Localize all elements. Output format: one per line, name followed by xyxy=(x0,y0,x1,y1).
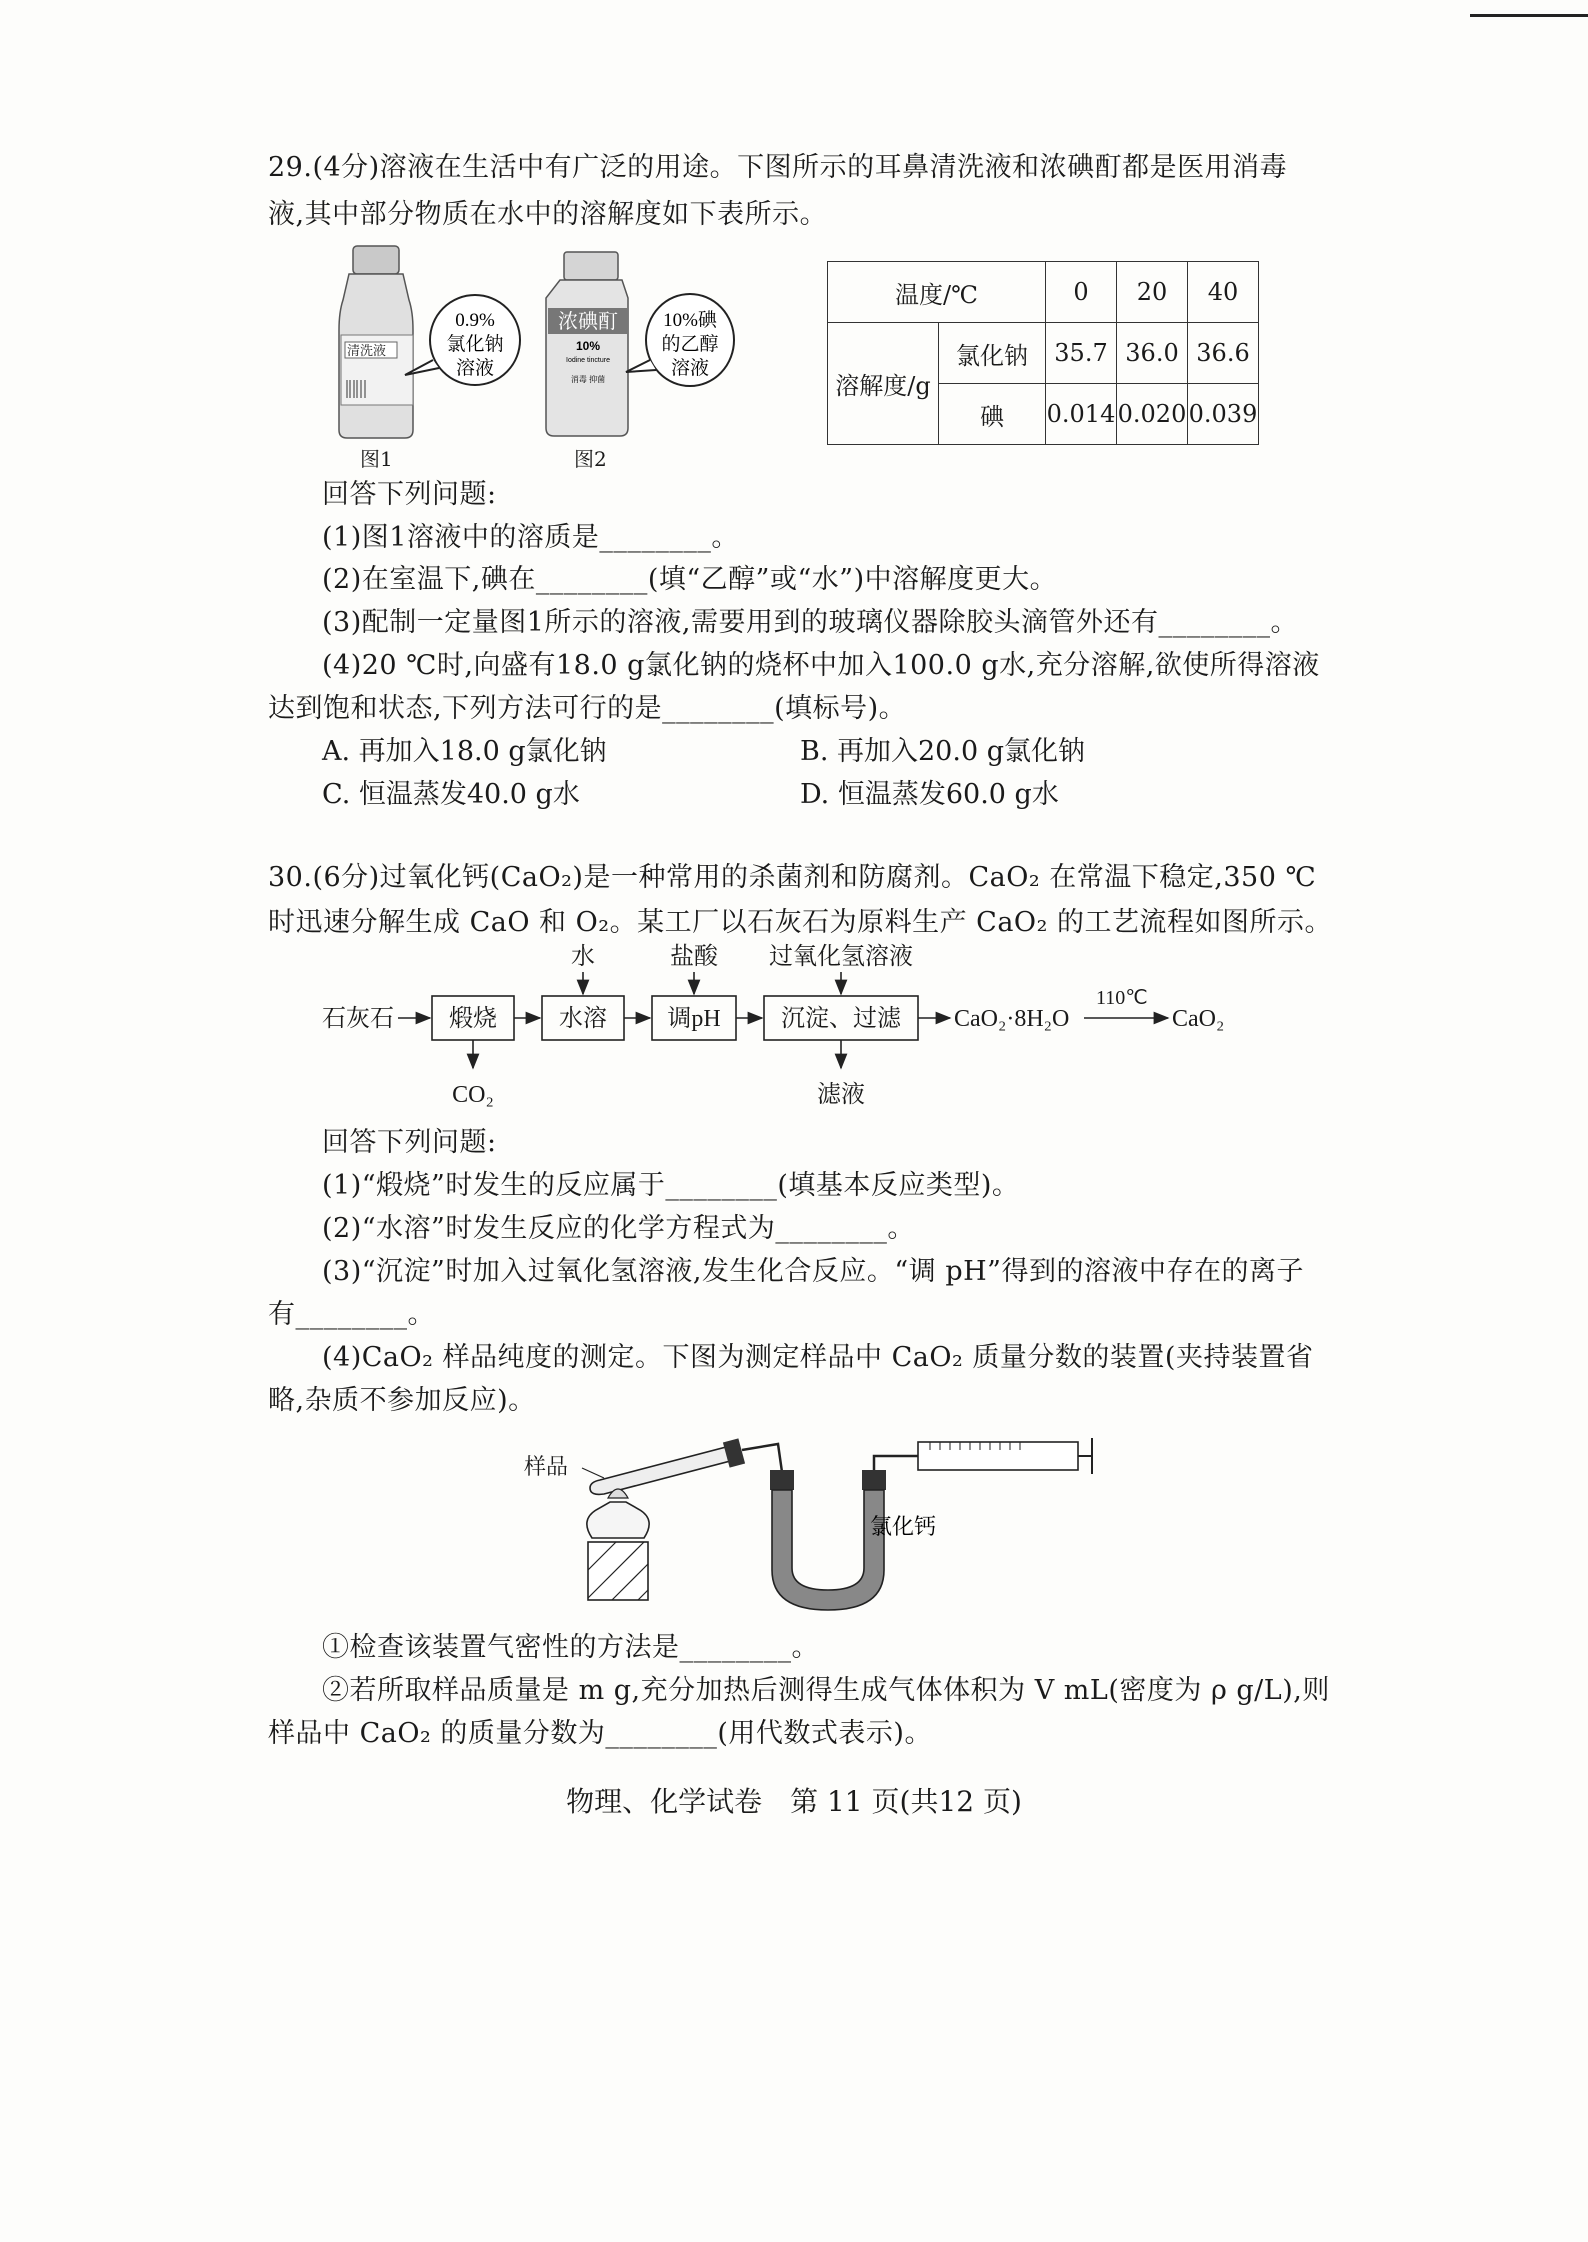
figure1-bottle-label: 清洗液 xyxy=(347,343,387,358)
flow-box2-label: 水溶 xyxy=(559,1006,607,1032)
figure1-bubble-line2: 氯化钠 xyxy=(446,334,504,355)
q29-intro: 回答下列问题: xyxy=(322,479,497,510)
q30-part4-line2: 略,杂质不参加反应)。 xyxy=(268,1385,536,1416)
table-temp-header: 温度/℃ xyxy=(828,262,1046,323)
flow-output-filtrate: 滤液 xyxy=(817,1082,865,1108)
figure1-bubble-line1: 0.9% xyxy=(455,310,495,331)
solubility-table xyxy=(827,261,1259,445)
q30-part3-line2: 有________。 xyxy=(268,1299,435,1330)
lamp-stand xyxy=(588,1542,648,1600)
table-cell: 36.0 xyxy=(1117,323,1188,384)
q30-intro: 回答下列问题: xyxy=(322,1127,497,1158)
q29-part4-line2: 达到饱和状态,下列方法可行的是________(填标号)。 xyxy=(268,693,907,724)
table-cell: 0.020 xyxy=(1117,384,1188,445)
q29-stem-line2: 液,其中部分物质在水中的溶解度如下表所示。 xyxy=(268,199,828,230)
table-temp-2: 40 xyxy=(1188,262,1259,323)
figure1-bubble-line3: 溶液 xyxy=(455,358,495,379)
apparatus-sample-label: 样品 xyxy=(524,1454,569,1479)
q30-subpart2-line2: 样品中 CaO₂ 的质量分数为________(用代数式表示)。 xyxy=(268,1718,932,1749)
u-tube xyxy=(772,1490,884,1610)
figure2-bottle-usage: 消毒 抑菌 xyxy=(570,375,606,384)
figure2-bottle-label: 浓碘酊 xyxy=(558,311,618,333)
q30-part1: (1)“煅烧”时发生的反应属于________(填基本反应类型)。 xyxy=(322,1170,1020,1201)
q29-part1: (1)图1溶液中的溶质是________。 xyxy=(322,522,739,553)
flow-box4-label: 沉淀、过滤 xyxy=(781,1006,901,1032)
flow-output-co2: CO₂ xyxy=(452,1082,494,1108)
table-row-name: 碘 xyxy=(939,384,1046,445)
figure2-bottle-english: Iodine tincture xyxy=(566,357,610,364)
q29-option-a: A. 再加入18.0 g氯化钠 xyxy=(322,736,607,767)
table-temp-1: 20 xyxy=(1117,262,1188,323)
alcohol-lamp xyxy=(587,1502,649,1538)
table-cell: 36.6 xyxy=(1188,323,1259,384)
q29-option-c: C. 恒温蒸发40.0 g水 xyxy=(322,779,580,810)
table-temp-0: 0 xyxy=(1046,262,1117,323)
figure2-bubble-line2: 的乙醇 xyxy=(661,334,719,355)
figure2-iodine-bottle xyxy=(540,250,740,440)
flow-input-acid: 盐酸 xyxy=(670,944,718,970)
q30-part4-line1: (4)CaO₂ 样品纯度的测定。下图为测定样品中 CaO₂ 质量分数的装置(夹持装置省 xyxy=(322,1342,1314,1373)
apparatus-diagram xyxy=(520,1420,1100,1620)
table-row-name: 氯化钠 xyxy=(939,323,1046,384)
q30-subpart1: ①检查该装置气密性的方法是________。 xyxy=(322,1632,819,1663)
table-cell: 0.039 xyxy=(1188,384,1259,445)
process-flow-diagram xyxy=(310,940,1270,1120)
q29-part2: (2)在室温下,碘在________(填“乙醇”或“水”)中溶解度更大。 xyxy=(322,564,1058,595)
flow-box1-label: 煅烧 xyxy=(449,1006,497,1032)
table-solubility-label: 溶解度/g xyxy=(828,323,939,445)
figure1-caption: 图1 xyxy=(360,447,393,471)
q29-stem-line1: 29.(4分)溶液在生活中有广泛的用途。下图所示的耳鼻清洗液和浓碘酊都是医用消毒 xyxy=(268,152,1288,183)
figure1-saline-bottle xyxy=(335,240,525,440)
q29-option-d: D. 恒温蒸发60.0 g水 xyxy=(800,779,1059,810)
table-cell: 35.7 xyxy=(1046,323,1117,384)
flow-condition: 110℃ xyxy=(1096,987,1148,1009)
q30-stem-line2: 时迅速分解生成 CaO 和 O₂。某工厂以石灰石为原料生产 CaO₂ 的工艺流程如图所示。 xyxy=(268,907,1332,938)
flow-input-water: 水 xyxy=(571,944,595,970)
figure2-caption: 图2 xyxy=(574,447,607,471)
q30-part2: (2)“水溶”时发生反应的化学方程式为________。 xyxy=(322,1213,915,1244)
apparatus-tube-label: 氯化钙 xyxy=(870,1514,937,1539)
flow-product2: CaO₂ xyxy=(1172,1006,1225,1032)
q29-part3: (3)配制一定量图1所示的溶液,需要用到的玻璃仪器除胶头滴管外还有________。 xyxy=(322,607,1299,638)
q30-part3-line1: (3)“沉淀”时加入过氧化氢溶液,发生化合反应。“调 pH”得到的溶液中存在的离子 xyxy=(322,1256,1304,1287)
flow-box3-label: 调pH xyxy=(667,1006,721,1032)
q29-option-b: B. 再加入20.0 g氯化钠 xyxy=(800,736,1085,767)
q30-stem-line1: 30.(6分)过氧化钙(CaO₂)是一种常用的杀菌剂和防腐剂。CaO₂ 在常温下稳定,350 ℃ xyxy=(268,862,1317,893)
q30-subpart2-line1: ②若所取样品质量是 m g,充分加热后测得生成气体体积为 V mL(密度为 ρ g/L),则 xyxy=(322,1675,1330,1706)
syringe xyxy=(918,1442,1078,1470)
figure2-bottle-percent: 10% xyxy=(575,339,601,353)
table-cell: 0.014 xyxy=(1046,384,1117,445)
flow-product1: CaO₂·8H₂O xyxy=(954,1006,1070,1032)
flow-start: 石灰石 xyxy=(322,1006,394,1032)
test-tube xyxy=(590,1446,734,1494)
figure2-bubble-line3: 溶液 xyxy=(670,358,710,379)
figure2-bubble-line1: 10%碘 xyxy=(663,310,717,331)
q29-part4-line1: (4)20 ℃时,向盛有18.0 g氯化钠的烧杯中加入100.0 g水,充分溶解,欲使所得溶液 xyxy=(322,650,1320,681)
page-footer: 物理、化学试卷 第 11 页(共12 页) xyxy=(566,1785,1022,1818)
flow-input-h2o2: 过氧化氢溶液 xyxy=(769,944,913,970)
page-edge-mark xyxy=(1470,14,1588,17)
